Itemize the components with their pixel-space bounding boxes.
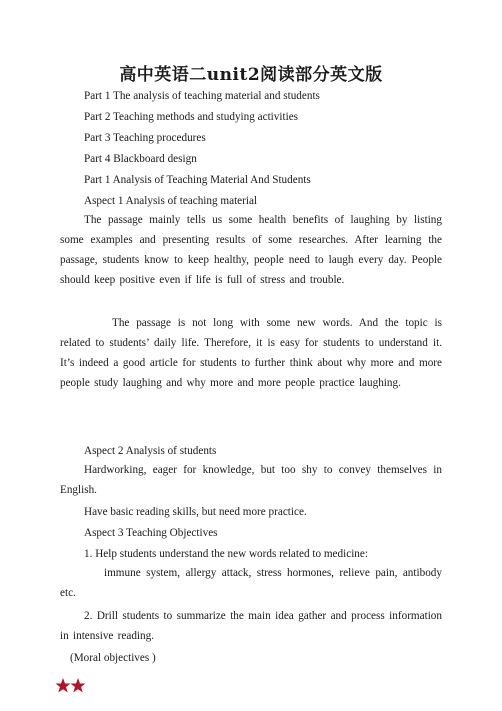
outline-item-1: Part 1 The analysis of teaching material and students (84, 90, 320, 102)
objective-2: 2. Drill students to summarize the main idea gather and process information in intensive reading. (60, 610, 442, 642)
outline-item-2: Part 2 Teaching methods and studying activities (84, 111, 299, 123)
outline-item-3: Part 3 Teaching procedures (84, 132, 206, 144)
moral-objectives-heading: (Moral objectives ) (70, 652, 156, 664)
paragraph-students-2: Have basic reading skills, but need more practice. (84, 506, 307, 518)
paragraph-material-2: The passage is not long with some new words. And the topic is related to students’ daily life. Therefore, it is easy for students to understand it. It’s indeed a good article for students to further think about why more and more people study laughing and why more and more people practice laughing. (60, 317, 442, 389)
aspect2-heading: Aspect 2 Analysis of students (84, 445, 217, 457)
outline-item-4: Part 4 Blackboard design (84, 153, 197, 165)
aspect3-heading: Aspect 3 Teaching Objectives (84, 527, 218, 539)
paragraph-students-1: Hardworking, eager for knowledge, but too shy to convey themselves in English. (60, 464, 442, 496)
section-heading-part1: Part 1 Analysis of Teaching Material And Students (84, 174, 311, 186)
paragraph-material-1: The passage mainly tells us some health benefits of laughing by listing some examples and presenting results of some researches. After learning the passage, students know to keep healthy, people need to laugh every day. People should keep positive even if life is full of stress and trouble. (60, 214, 442, 286)
aspect1-heading: Aspect 1 Analysis of teaching material (84, 195, 258, 207)
objective-1: 1. Help students understand the new words related to medicine: (84, 548, 368, 560)
star-decoration-icon (55, 677, 89, 695)
objective-1-detail: immune system, allergy attack, stress hormones, relieve pain, antibody etc. (60, 567, 442, 599)
page-title: 高中英语二unit2阅读部分英文版 (119, 65, 383, 85)
